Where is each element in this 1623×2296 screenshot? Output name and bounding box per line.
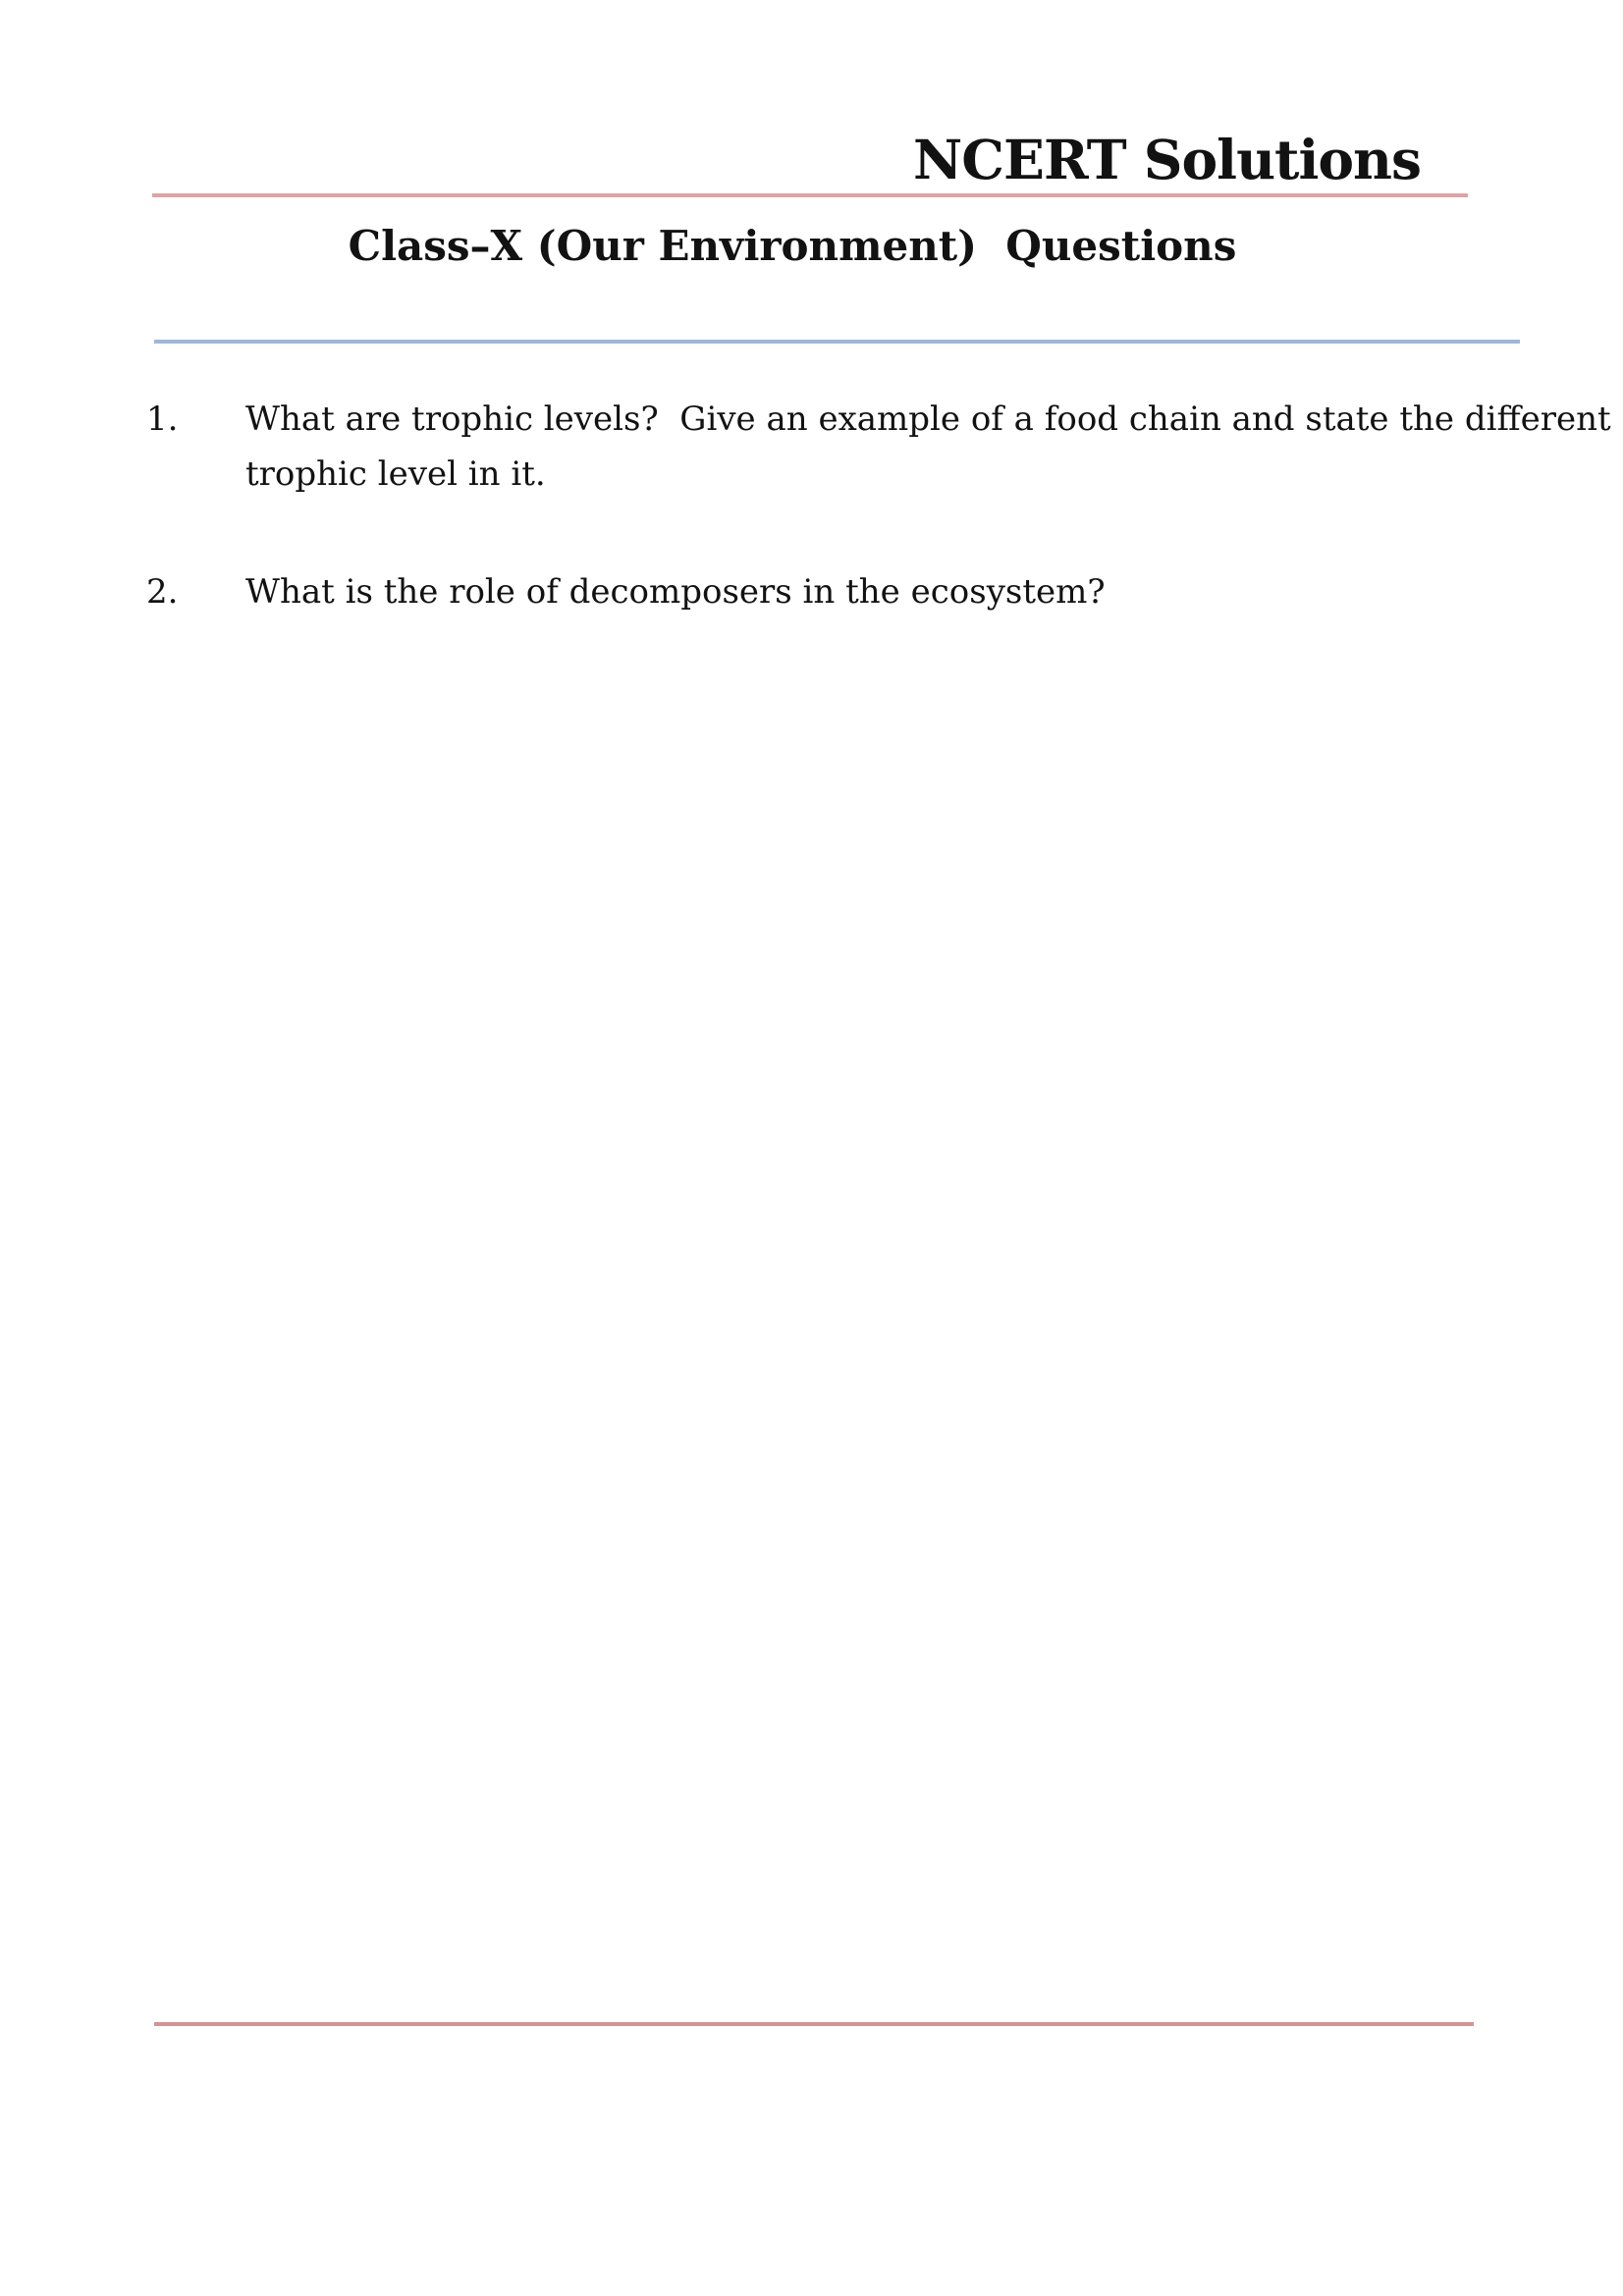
title-rule [154,340,1520,344]
brand-title: NCERT Solutions [912,128,1421,191]
question-text-line: What is the role of decomposers in the ecosystem? [245,572,1106,612]
question-text [245,392,1611,502]
header-rule [152,193,1468,197]
question-text [245,564,1483,619]
question-text-line: What are trophic levels? Give an example of a food chain and state the different [245,400,1611,439]
question-number: 2. [146,572,179,612]
footer-rule [154,2022,1474,2026]
page-title: Class–X (Our Environment) Questions [348,222,1237,270]
question-number: 1. [146,400,179,439]
question-text-line: trophic level in it. [245,454,546,494]
